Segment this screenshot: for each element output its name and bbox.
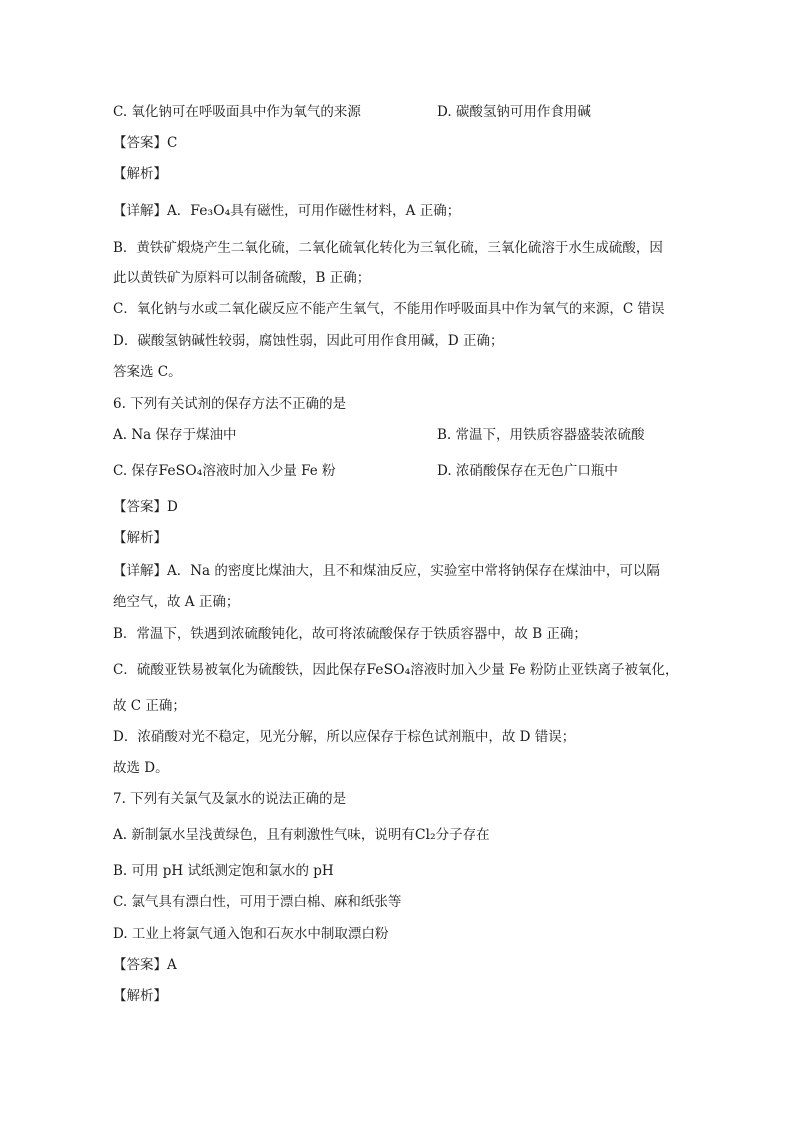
q6-option-b: B. 常温下，用铁质容器盛装浓硫酸: [437, 427, 645, 443]
answer-value: D: [167, 499, 178, 515]
q7-stem: 7. 下列有关氯气及氯水的说法正确的是: [113, 791, 347, 807]
q6-detail-a-1: [113, 561, 660, 581]
option-c-prefix: C. 保存: [113, 463, 159, 479]
cl2-formula: Cl₂: [414, 827, 436, 843]
q6-detail-a-2: 绝空气，故 A 正确；: [113, 594, 240, 610]
q6-detail-c: [113, 660, 678, 680]
option-a-rest: 分子存在: [435, 827, 490, 843]
detail-label: 【详解】: [113, 203, 167, 219]
option-a-prefix: A. 新制氯水呈浅黄绿色，且有刺激性气味，说明有: [113, 827, 415, 843]
q6-stem: 6. 下列有关试剂的保存方法不正确的是: [113, 396, 347, 412]
q5-option-d: D. 碳酸氢钠可用作食用碱: [437, 104, 591, 120]
answer-label: 【答案】: [113, 957, 167, 973]
q6-answer-line: [113, 497, 178, 517]
option-c-rest: 溶液时加入少量 Fe 粉: [202, 463, 336, 479]
q5-option-c: C. 氧化钠可在呼吸面具中作为氧气的来源: [113, 104, 361, 120]
q7-option-b: B. 可用 pH 试纸测定饱和氯水的 pH: [113, 863, 334, 879]
detail-a-prefix: A．: [167, 203, 191, 219]
q6-analysis-label: 【解析】: [113, 530, 167, 546]
q7-answer-line: [113, 955, 177, 975]
q6-detail-c-2: 故 C 正确；: [113, 698, 186, 714]
q5-answer-line: [113, 133, 177, 153]
q5-detail-d: D．碳酸氢钠碱性较弱，腐蚀性弱，因此可用作食用碱，D 正确；: [113, 333, 504, 349]
q5-analysis-label: 【解析】: [113, 166, 167, 182]
q5-conclusion: 答案选 C。: [113, 364, 182, 380]
feso4-formula: FeSO₄: [366, 662, 411, 678]
q5-detail-c: C．氧化钠与水或二氧化碳反应不能产生氧气，不能用作呼吸面具中作为氧气的来源，C 错误: [113, 301, 665, 317]
detail-c-prefix: C．硫酸亚铁易被氧化为硫酸铁，因此保存: [113, 662, 367, 678]
q6-conclusion: 故选 D。: [113, 760, 169, 776]
q5-detail-b-1: B．黄铁矿煅烧产生二氧化硫，二氧化硫氧化转化为三氧化硫，三氧化硫溶于水生成硫酸，因: [113, 240, 663, 256]
q5-detail-b-2: 此以黄铁矿为原料可以制备硫酸，B 正确；: [113, 270, 371, 286]
q6-detail-d: D．浓硝酸对光不稳定，见光分解，所以应保存于棕色试剂瓶中，故 D 错误；: [113, 729, 576, 745]
q6-detail-b: B．常温下，铁遇到浓硫酸钝化，故可将浓硫酸保存于铁质容器中，故 B 正确；: [113, 626, 587, 642]
q7-option-a: [113, 825, 490, 845]
detail-label: 【详解】: [113, 563, 167, 579]
answer-value: A: [167, 957, 177, 973]
q7-option-d: D. 工业上将氯气通入饱和石灰水中制取漂白粉: [113, 926, 389, 942]
q7-option-c: C. 氯气具有漂白性，可用于漂白棉、麻和纸张等: [113, 894, 402, 910]
q6-option-a: A. Na 保存于煤油中: [113, 427, 237, 443]
q6-option-c: [113, 461, 336, 481]
q6-option-d: D. 浓硝酸保存在无色广口瓶中: [437, 463, 618, 479]
answer-value: C: [167, 135, 178, 151]
detail-c-rest: 溶液时加入少量 Fe 粉防止亚铁离子被氧化，: [410, 662, 679, 678]
detail-a-text: A．Na 的密度比煤油大，且不和煤油反应，实验室中常将钠保存在煤油中，可以隔: [167, 563, 660, 579]
fe3o4-formula: Fe₃O₄: [190, 203, 231, 219]
answer-label: 【答案】: [113, 499, 167, 515]
q5-detail-a: [113, 201, 460, 221]
q7-analysis-label: 【解析】: [113, 988, 167, 1004]
answer-label: 【答案】: [113, 135, 167, 151]
feso4-formula: FeSO₄: [158, 463, 203, 479]
detail-a-rest: 具有磁性，可用作磁性材料，A 正确；: [230, 203, 461, 219]
